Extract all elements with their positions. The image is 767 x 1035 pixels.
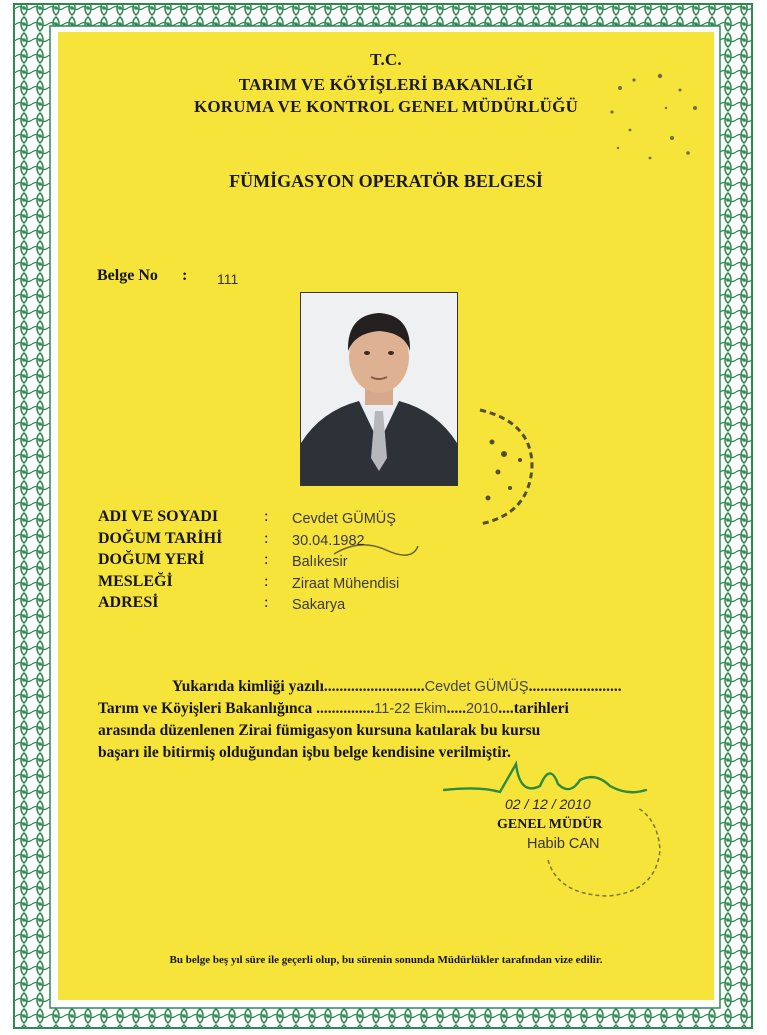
header-directorate: KORUMA VE KONTROL GENEL MÜDÜRLÜĞÜ: [193, 97, 579, 116]
field-label-profession: MESLEĞİ: [98, 573, 173, 590]
body-line-3: arasında düzenlenen Zirai fümigasyon kursuna katılarak bu kursu: [98, 722, 541, 739]
field-value-name: Cevdet GÜMÜŞ: [292, 511, 396, 527]
field-label-birthplace: DOĞUM YERİ: [98, 551, 205, 568]
field-colon: :: [264, 594, 269, 611]
ink-mark: [330, 524, 420, 564]
field-colon: :: [264, 573, 269, 590]
certificate-title: FÜMİGASYON OPERATÖR BELGESİ: [229, 171, 543, 191]
field-value-address: Sakarya: [292, 597, 346, 613]
holder-photo: [300, 292, 458, 486]
belge-no-sep: :: [182, 267, 188, 284]
signature-name: Habib CAN: [527, 836, 600, 852]
body-line-2: Tarım ve Köyişleri Bakanlığınca ...............11-22 Ekim.....2010....tarihleri: [98, 700, 569, 717]
header-tc: T.C.: [370, 50, 402, 69]
signature-date: 02 / 12 / 2010: [505, 796, 591, 812]
field-value-birthdate: 30.04.1982: [292, 533, 365, 549]
stamp-mark-photo: [440, 402, 540, 530]
field-colon: :: [264, 508, 269, 525]
field-value-birthplace: Balıkesir: [292, 554, 348, 570]
body-line-4: başarı ile bitirmiş olduğundan işbu belge kendisine verilmiştir.: [98, 744, 511, 761]
field-colon: :: [264, 530, 269, 547]
signature-role: GENEL MÜDÜR: [497, 817, 603, 832]
field-label-name: ADI VE SOYADI: [98, 508, 219, 525]
field-label-birthdate: DOĞUM TARİHİ: [98, 530, 223, 547]
field-label-address: ADRESİ: [98, 594, 159, 611]
belge-no-value: 111: [217, 271, 239, 287]
field-value-profession: Ziraat Mühendisi: [292, 576, 400, 592]
belge-no-label: Belge No: [97, 267, 158, 284]
header-ministry: TARIM VE KÖYİŞLERİ BAKANLIĞI: [238, 75, 534, 94]
stamp-mark-bottom: [538, 800, 668, 900]
body-line-1: Yukarıda kimliği yazılı..........................Cevdet GÜMÜŞ........................: [172, 678, 622, 695]
field-colon: :: [264, 551, 269, 568]
validity-footer: Bu belge beş yıl süre ile geçerli olup, bu sürenin sonunda Müdürlükler tarafından vize edilir.: [169, 954, 603, 966]
